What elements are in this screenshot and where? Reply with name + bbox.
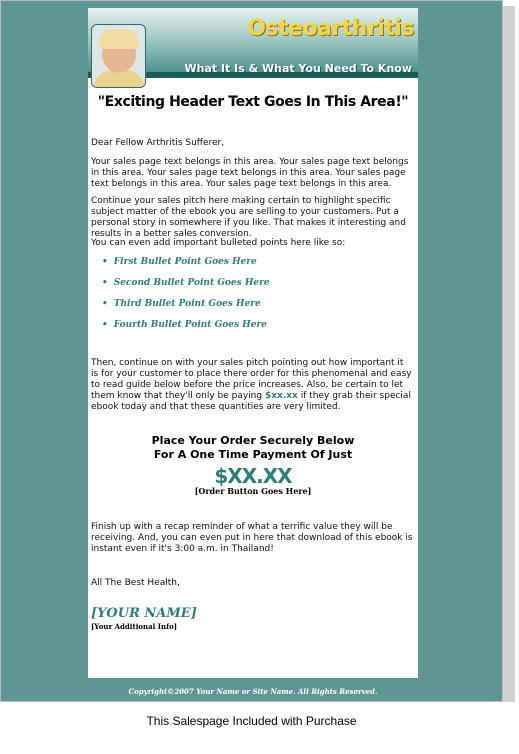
paragraph-2: Continue your sales pitch here making certain to highlight specific subject matter of the ebook you are selling to your customers. Put a personal story in somewhere if you like. That makes it interesting and results in a better sales conversion. (91, 196, 406, 239)
closing: All The Best Health, (91, 578, 180, 588)
headline: "Exciting Header Text Goes In This Area!" (97, 94, 409, 110)
copyright-footer: Copyright©2007 Your Name or Site Name. All Rights Reserved. (128, 687, 378, 696)
bullet-list (102, 257, 270, 341)
order-button-placeholder[interactable]: [Order Button Goes Here] (194, 486, 312, 496)
banner-subtitle: What It Is & What You Need To Know (184, 62, 412, 75)
caption: This Salespage Included with Purchase (146, 714, 357, 728)
paragraph-3: You can even add important bulleted points here like so: (91, 238, 346, 248)
paragraph-5: Finish up with a recap reminder of what a terrific value they will be receiving. And, you can even put in here that download of this ebook is instant even if it's 3:00 a.m. in Thailand! (91, 522, 413, 554)
paragraph-1: Your sales page text belongs in this area. Your sales page text belongs in this area. Your sales page text belongs in this area. Your sales page text belongs in this area. Your sales page text belongs in this area. (91, 157, 409, 189)
bullet-item: • Fourth Bullet Point Goes Here (102, 320, 270, 341)
paragraph-4: Then, continue on with your sales pitch pointing out how important it is for your customer to place there order for this phenomenal and easy to read guide below before the price increases. Also, be certain to let them know that they'll only be paying $xx.xx if they grab their special ebook today and that these quantities are very limited. (91, 358, 412, 412)
order-price: $XX.XX (214, 464, 292, 488)
banner-title: Osteoarthritis (247, 16, 414, 41)
bullet-item: • First Bullet Point Goes Here (102, 257, 270, 278)
order-heading-2: For A One Time Payment Of Just (153, 448, 353, 461)
signature-info: [Your Additional Info] (91, 622, 178, 631)
salespage-sheet (88, 8, 418, 678)
author-photo (91, 24, 146, 88)
inline-price: $xx.xx (264, 391, 298, 401)
greeting: Dear Fellow Arthritis Sufferer, (91, 138, 225, 148)
bullet-item: • Third Bullet Point Goes Here (102, 299, 270, 320)
order-heading-1: Place Your Order Securely Below (151, 434, 355, 447)
bullet-item: • Second Bullet Point Goes Here (102, 278, 270, 299)
signature-name: [YOUR NAME] (91, 606, 197, 621)
